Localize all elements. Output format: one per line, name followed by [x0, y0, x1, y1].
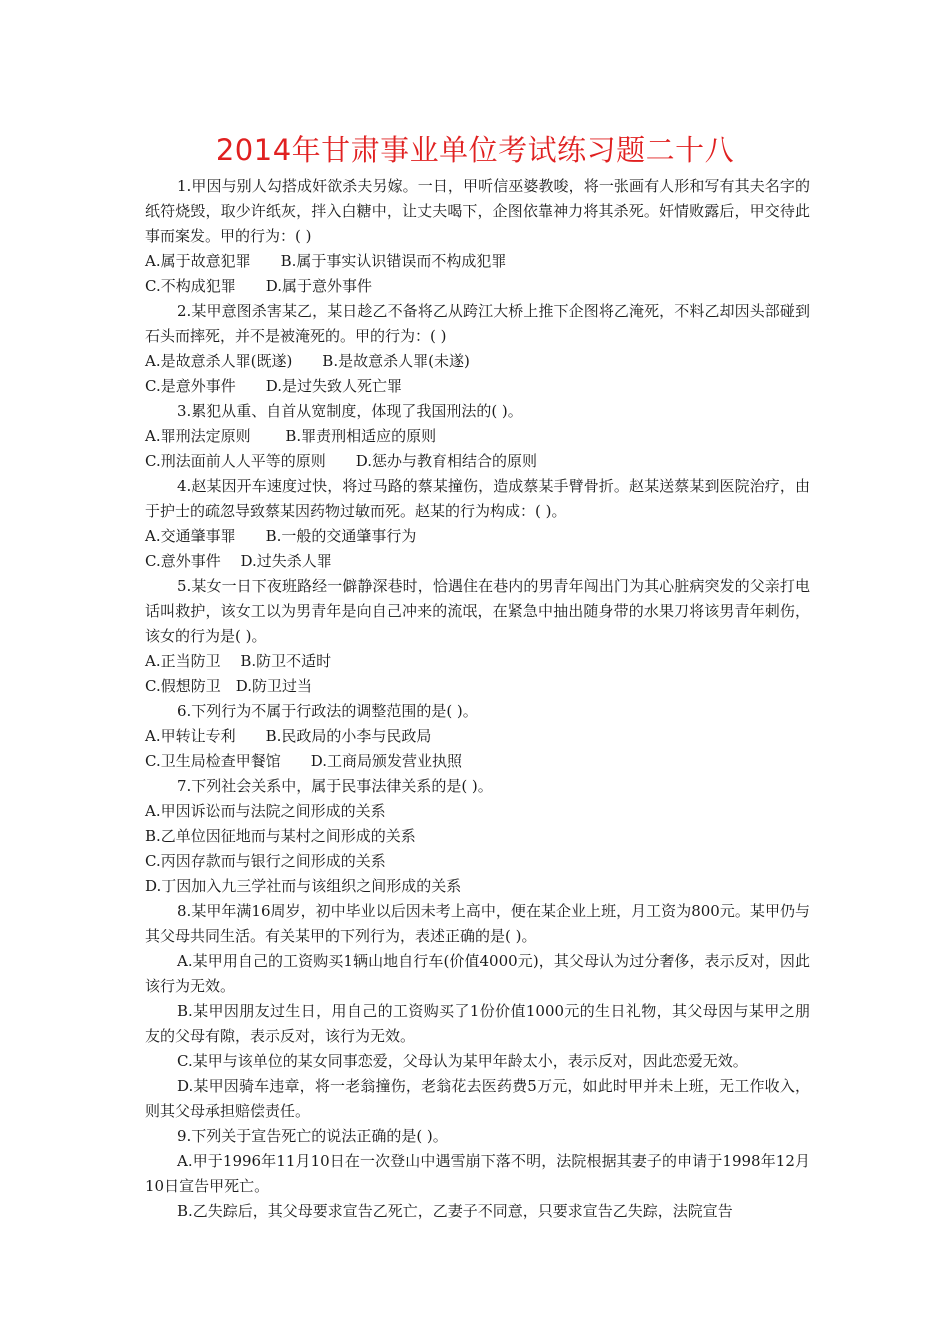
question-9-option-a: A.甲于1996年11月10日在一次登山中遇雪崩下落不明，法院根据其妻子的申请于1998年12月10日宣告甲死亡。 [145, 1152, 810, 1195]
question-8-option-b: B.某甲因朋友过生日，用自己的工资购买了1份价值1000元的生日礼物，其父母因与某甲之朋友的父母有隙，表示反对，该行为无效。 [145, 1002, 810, 1045]
question-5-options-ab: A.正当防卫 B.防卫不适时 [145, 652, 332, 670]
question-list [145, 174, 810, 1224]
question-4-options-cd: C.意外事件 D.过失杀人罪 [145, 552, 332, 570]
question-8-option-d: D.某甲因骑车违章，将一老翁撞伤，老翁花去医药费5万元，如此时甲并未上班，无工作收入，则其父母承担赔偿责任。 [145, 1077, 810, 1120]
question-2-options-ab: A.是故意杀人罪(既遂) B.是故意杀人罪(未遂) [145, 352, 470, 370]
page-title: 2014年甘肃事业单位考试练习题二十八 [215, 133, 735, 167]
question-stem-8: 8.某甲年满16周岁，初中毕业以后因未考上高中，便在某企业上班，月工资为800元。某甲仍与其父母共同生活。有关某甲的下列行为，表述正确的是( )。 [145, 902, 810, 945]
question-9-option-b: B.乙失踪后，其父母要求宣告乙死亡，乙妻子不同意，只要求宣告乙失踪，法院宣告 [177, 1202, 733, 1220]
question-3-options-ab: A.罪刑法定原则 B.罪责刑相适应的原则 [145, 427, 437, 445]
question-7-option-d: D.丁因加入九三学社而与该组织之间形成的关系 [145, 877, 462, 895]
question-6-options-cd: C.卫生局检查甲餐馆 D.工商局颁发营业执照 [145, 752, 462, 770]
question-stem-9: 9.下列关于宣告死亡的说法正确的是( )。 [177, 1127, 448, 1145]
question-7-option-b: B.乙单位因征地而与某村之间形成的关系 [145, 827, 416, 845]
question-4-options-ab: A.交通肇事罪 B.一般的交通肇事行为 [145, 527, 417, 545]
question-7-option-a: A.甲因诉讼而与法院之间形成的关系 [145, 802, 386, 820]
question-8-option-c: C.某甲与该单位的某女同事恋爱，父母认为某甲年龄太小，表示反对，因此恋爱无效。 [177, 1052, 748, 1070]
question-7-option-c: C.丙因存款而与银行之间形成的关系 [145, 852, 386, 870]
question-stem-5: 5.某女一日下夜班路经一僻静深巷时，恰遇住在巷内的男青年闯出门为其心脏病突发的父亲打电话叫救护，该女工以为男青年是向自己冲来的流氓，在紧急中抽出随身带的水果刀将该男青年刺伤，该女的行为是( )。 [145, 577, 810, 645]
question-stem-2: 2.某甲意图杀害某乙，某日趁乙不备将乙从跨江大桥上推下企图将乙淹死，不料乙却因头部碰到石头而摔死，并不是被淹死的。甲的行为：( ) [145, 302, 810, 345]
question-1-options-ab: A.属于故意犯罪 B.属于事实认识错误而不构成犯罪 [145, 252, 507, 270]
question-6-options-ab: A.甲转让专利 B.民政局的小李与民政局 [145, 727, 432, 745]
question-8-option-a: A.某甲用自己的工资购买1辆山地自行车(价值4000元)，其父母认为过分奢侈，表示反对，因此该行为无效。 [145, 952, 810, 995]
question-1-options-cd: C.不构成犯罪 D.属于意外事件 [145, 277, 372, 295]
question-5-options-cd: C.假想防卫 D.防卫过当 [145, 677, 312, 695]
question-stem-3: 3.累犯从重、自首从宽制度，体现了我国刑法的( )。 [177, 402, 523, 420]
question-stem-6: 6.下列行为不属于行政法的调整范围的是( )。 [177, 702, 478, 720]
question-stem-4: 4.赵某因开车速度过快，将过马路的蔡某撞伤，造成蔡某手臂骨折。赵某送蔡某到医院治疗，由于护士的疏忽导致蔡某因药物过敏而死。赵某的行为构成：( )。 [145, 477, 810, 520]
question-2-options-cd: C.是意外事件 D.是过失致人死亡罪 [145, 377, 402, 395]
question-stem-7: 7.下列社会关系中，属于民事法律关系的是( )。 [177, 777, 493, 795]
question-stem-1: 1.甲因与别人勾搭成奸欲杀夫另嫁。一日，甲听信巫婆教唆，将一张画有人形和写有其夫名字的纸符烧毁，取少许纸灰，拌入白糖中，让丈夫喝下，企图依靠神力将其杀死。奸情败露后，甲交待此事而案发。甲的行为：( ) [145, 177, 810, 245]
question-3-options-cd: C.刑法面前人人平等的原则 D.惩办与教育相结合的原则 [145, 452, 537, 470]
